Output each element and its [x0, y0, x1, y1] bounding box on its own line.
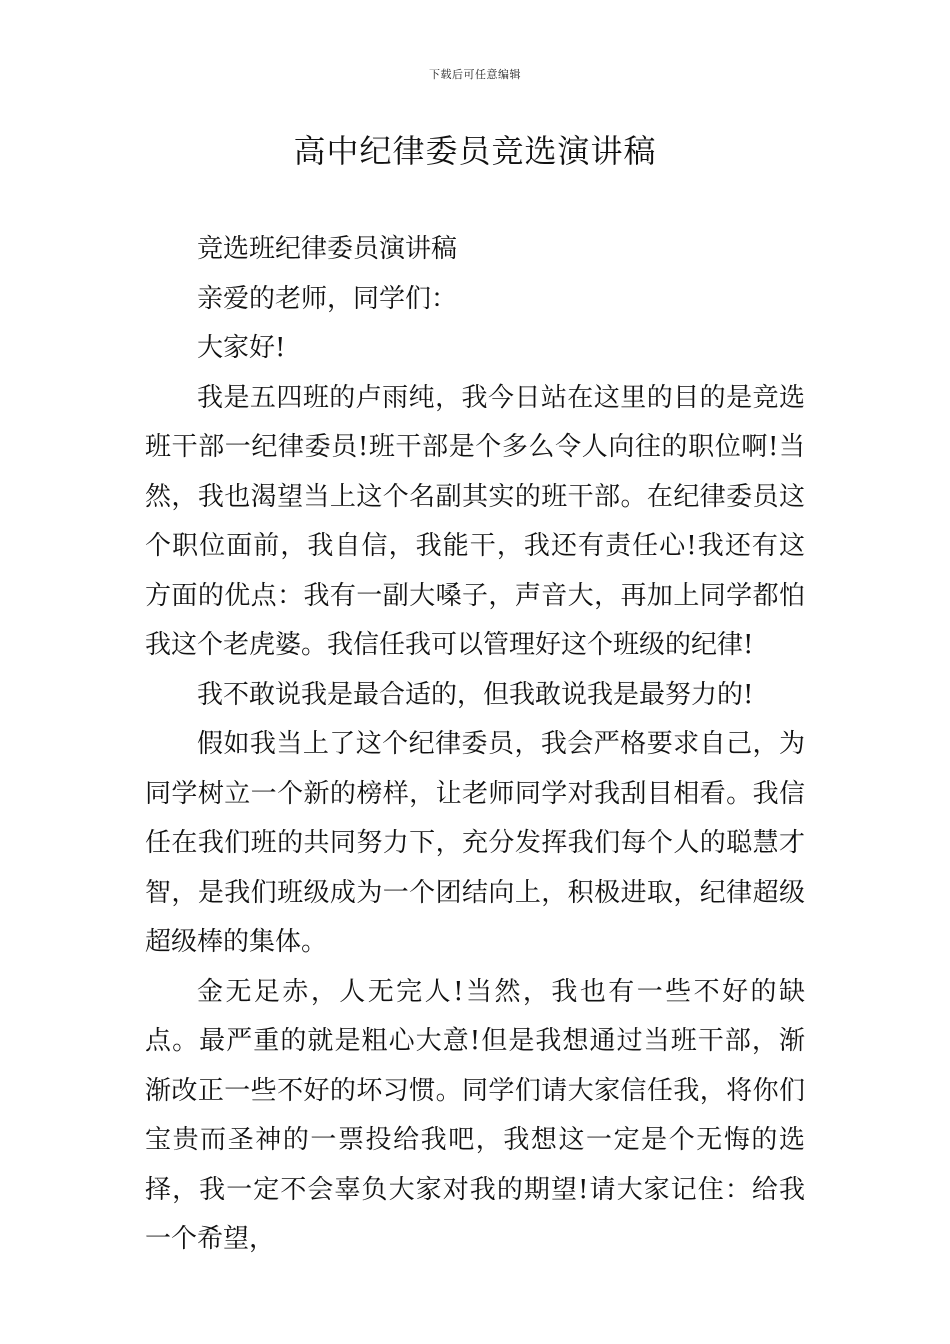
header-note: 下载后可任意编辑 [429, 68, 521, 81]
paragraph-promise: 假如我当上了这个纪律委员，我会严格要求自己，为同学树立一个新的榜样，让老师同学对我刮目相看。我信任在我们班的共同努力下，充分发挥我们每个人的聪慧才智，是我们班级成为一个团结向上，积极进取，纪律超级超级棒的集体。 [145, 729, 805, 957]
paragraph-salutation: 亲爱的老师，同学们： [197, 283, 458, 314]
document-body [145, 225, 805, 1265]
document-title: 高中纪律委员竞选演讲稿 [293, 132, 657, 170]
paragraph-greeting: 大家好! [197, 333, 286, 363]
paragraph-statement: 我不敢说我是最合适的，但我敢说我是最努力的! [197, 679, 754, 710]
paragraph-appeal: 金无足赤，人无完人!当然，我也有一些不好的缺点。最严重的就是粗心大意!但是我想通过当班干部，渐渐改正一些不好的坏习惯。同学们请大家信任我，将你们宝贵而圣神的一票投给我吧，我想这一定是个无悔的选择，我一定不会辜负大家对我的期望!请大家记住：给我一个希望， [145, 976, 805, 1254]
paragraph-introduction: 我是五四班的卢雨纯，我今日站在这里的目的是竞选班干部一纪律委员!班干部是个多么令人向往的职位啊!当然，我也渴望当上这个名副其实的班干部。在纪律委员这个职位面前，我自信，我能干，我还有责任心!我还有这方面的优点：我有一副大嗓子，声音大，再加上同学都怕我这个老虎婆。我信任我可以管理好这个班级的纪律! [145, 382, 805, 660]
paragraph-heading: 竞选班纪律委员演讲稿 [197, 234, 458, 264]
